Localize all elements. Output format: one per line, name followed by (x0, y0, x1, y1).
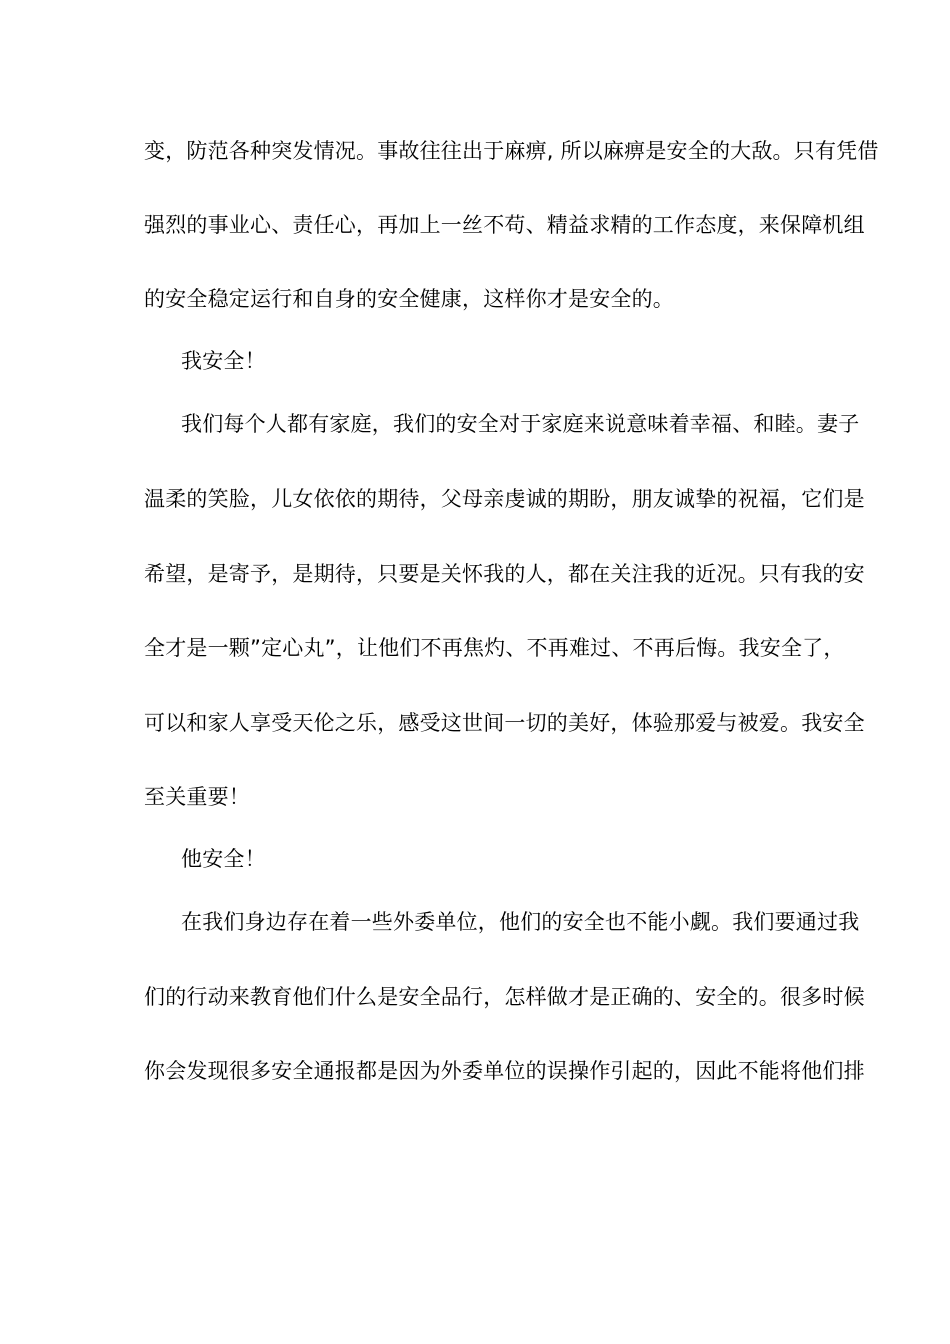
section-heading-his-safety: 他安全！ (181, 847, 266, 871)
text-line: 我们每个人都有家庭，我们的安全对于家庭来说意味着幸福、和睦。妻子 (181, 412, 860, 436)
text-line: 希望，是寄予，是期待，只要是关怀我的人，都在关注我的近况。只有我的安 (144, 562, 865, 586)
text-line: 可以和家人享受天伦之乐，感受这世间一切的美好，体验那爱与被爱。我安全 (144, 711, 865, 735)
text-line: 全才是一颗”定心丸”，让他们不再焦灼、不再难过、不再后悔。我安全了， (144, 636, 845, 660)
text-line: 在我们身边存在着一些外委单位，他们的安全也不能小觑。我们要通过我 (181, 910, 860, 934)
text-line: 至关重要！ (144, 785, 250, 809)
text-line: 强烈的事业心、责任心，再加上一丝不苟、精益求精的工作态度，来保障机组 (144, 213, 865, 237)
text-line: 你会发现很多安全通报都是因为外委单位的误操作引起的，因此不能将他们排 (144, 1059, 865, 1083)
text-line: 的安全稳定运行和自身的安全健康，这样你才是安全的。 (144, 287, 674, 311)
text-line: 温柔的笑脸，儿女依依的期待，父母亲虔诚的期盼，朋友诚挚的祝福，它们是 (144, 487, 865, 511)
section-heading-my-safety: 我安全！ (181, 349, 266, 373)
text-line: 们的行动来教育他们什么是安全品行，怎样做才是正确的、安全的。很多时候 (144, 985, 865, 1009)
text-line: 变，防范各种突发情况。事故往往出于麻痹, 所以麻痹是安全的大敌。只有凭借 (144, 139, 879, 163)
